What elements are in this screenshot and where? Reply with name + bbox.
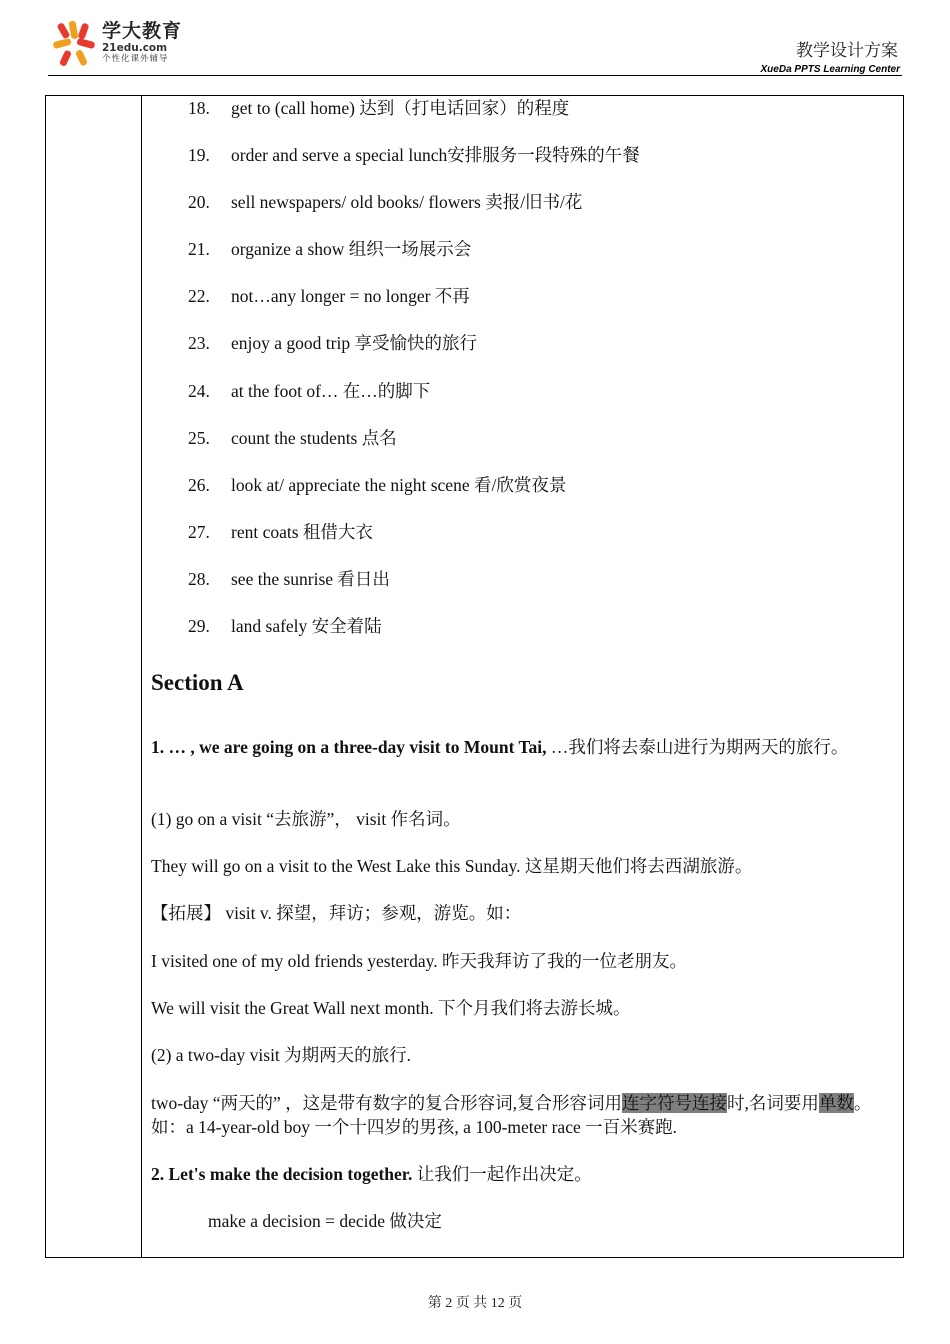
item-text: enjoy a good trip 享受愉快的旅行 xyxy=(231,333,477,354)
logo xyxy=(50,20,190,72)
list-item xyxy=(151,237,893,284)
point-2-paragraph xyxy=(151,1162,893,1186)
logo-slogan: 个性化课外辅导 xyxy=(102,53,169,64)
section-heading: Section A xyxy=(151,670,244,695)
text-span: 时,名词要用 xyxy=(727,1093,819,1113)
list-item xyxy=(151,284,893,331)
item-number: 18. xyxy=(188,98,210,118)
list-item xyxy=(151,473,893,520)
usage-paragraph: make a decision = decide 做决定 xyxy=(208,1211,442,1231)
list-item xyxy=(151,331,893,378)
item-text: order and serve a special lunch安排服务一段特殊的午餐 xyxy=(231,145,640,166)
item-number: 20. xyxy=(188,192,210,213)
lesson-content xyxy=(151,96,893,1231)
list-item xyxy=(151,520,893,567)
list-item xyxy=(151,190,893,237)
point-2-translation: 让我们一起作出决定。 xyxy=(412,1164,592,1184)
item-text: not…any longer = no longer 不再 xyxy=(231,286,470,307)
compound-adjective-paragraph xyxy=(151,1091,893,1139)
usage-1-paragraph: (1) go on a visit “去旅游”， visit 作名词。 xyxy=(151,809,461,829)
item-text: organize a show 组织一场展示会 xyxy=(231,239,472,260)
highlighted-text: 单数 xyxy=(818,1093,854,1113)
highlighted-text: 连字符号连接 xyxy=(622,1093,728,1113)
item-number: 22. xyxy=(188,286,210,307)
item-text: see the sunrise 看日出 xyxy=(231,568,390,589)
point-2-sentence: 2. Let's make the decision together. xyxy=(151,1164,413,1184)
usage-2-paragraph: (2) a two-day visit 为期两天的旅行. xyxy=(151,1045,412,1065)
list-item xyxy=(151,567,893,614)
list-item xyxy=(151,614,893,661)
item-text: get to (call home) 达到（打电话回家）的程度 xyxy=(231,98,570,118)
item-number: 25. xyxy=(188,427,210,448)
item-text: land safely 安全着陆 xyxy=(231,616,382,637)
text-span: two-day “两天的” ，这是带有数字的复合形容词,复合形容词用 xyxy=(151,1093,623,1113)
item-number: 19. xyxy=(188,145,210,166)
logo-url: 21edu.com xyxy=(102,42,168,54)
extension-paragraph: 【拓展】 visit v. 探望，拜访；参观，游览。如： xyxy=(151,903,522,923)
phrase-list xyxy=(151,96,893,661)
item-text: at the foot of… 在…的脚下 xyxy=(231,380,431,401)
xueda-logo-icon xyxy=(50,20,98,68)
item-text: look at/ appreciate the night scene 看/欣赏夜景 xyxy=(231,474,567,495)
list-item xyxy=(151,143,893,190)
item-number: 26. xyxy=(188,474,210,495)
list-item xyxy=(151,96,893,143)
point-1-sentence: 1. … , we are going on a three-day visit to Mount Tai, xyxy=(151,737,547,757)
point-1-paragraph xyxy=(151,735,893,759)
item-number: 27. xyxy=(188,521,210,542)
page-number: 第 2 页 共 12 页 xyxy=(427,1296,523,1311)
item-text: sell newspapers/ old books/ flowers 卖报/旧书/花 xyxy=(231,192,583,213)
item-number: 23. xyxy=(188,333,210,354)
logo-name: 学大教育 xyxy=(102,20,183,42)
item-text: rent coats 租借大衣 xyxy=(231,521,373,542)
text-span: 。如：a 14-year-old boy 一个十四岁的男孩, a 100-meter race 一百米赛跑. xyxy=(151,1093,872,1137)
list-item xyxy=(151,379,893,426)
item-number: 24. xyxy=(188,380,210,401)
item-text: count the students 点名 xyxy=(231,427,397,448)
center-name: XueDa PPTS Learning Center xyxy=(760,64,900,75)
example-paragraph: We will visit the Great Wall next month. 下个月我们将去游长城。 xyxy=(151,998,631,1018)
document-title: 教学设计方案 xyxy=(796,41,898,61)
header-divider xyxy=(48,75,902,76)
list-item xyxy=(151,426,893,473)
example-paragraph: I visited one of my old friends yesterday. 昨天我拜访了我的一位老朋友。 xyxy=(151,951,687,971)
item-number: 28. xyxy=(188,568,210,589)
item-number: 29. xyxy=(188,616,210,637)
example-paragraph: They will go on a visit to the West Lake this Sunday. 这星期天他们将去西湖旅游。 xyxy=(151,856,753,876)
item-number: 21. xyxy=(188,239,210,260)
table-column-divider xyxy=(141,95,142,1258)
point-1-translation: …我们将去泰山进行为期两天的旅行。 xyxy=(546,737,849,757)
